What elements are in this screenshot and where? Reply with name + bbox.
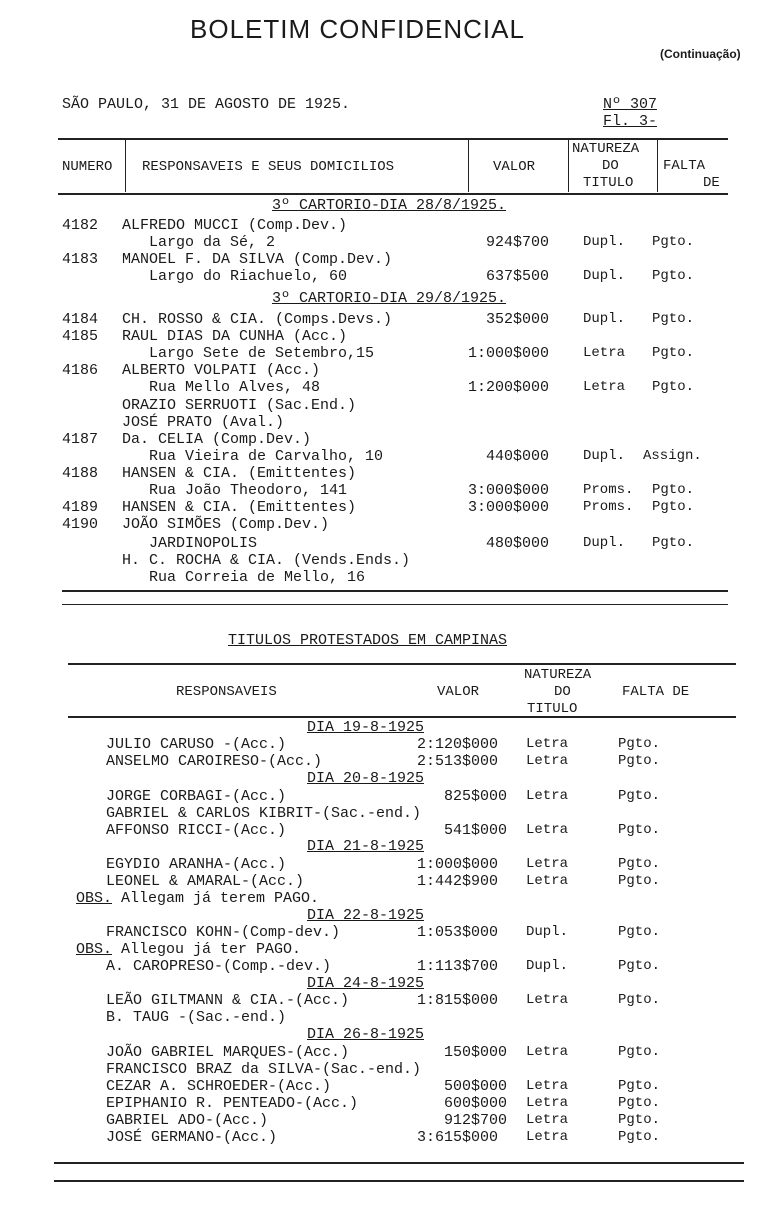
row-valor: 541$000 [444, 822, 508, 839]
row-party: JOSÉ GERMANO-(Acc.) [106, 1129, 278, 1146]
row-falta: Pgto. [618, 856, 661, 872]
row-natureza: Letra [583, 379, 626, 395]
observation-label: OBS. [76, 941, 113, 958]
row-natureza: Letra [526, 1112, 569, 1128]
row-natureza: Letra [526, 1044, 569, 1060]
observation-note [76, 890, 319, 907]
row-address: Rua João Theodoro, 141 [122, 482, 348, 499]
row-address: Largo do Riachuelo, 60 [122, 268, 348, 285]
observation-text: Allegou já ter PAGO. [112, 941, 302, 958]
table2-bottom-rule [54, 1162, 744, 1164]
row-party: JULIO CARUSO -(Acc.) [106, 736, 287, 753]
row-address: Largo da Sé, 2 [122, 234, 276, 251]
row-party: JOSÉ PRATO (Aval.) [122, 414, 285, 431]
row-number: 4182 [62, 217, 99, 234]
row-natureza: Letra [526, 822, 569, 838]
date-heading: DIA 24-8-1925 [307, 975, 425, 992]
row-party: CH. ROSSO & CIA. (Comps.Devs.) [122, 311, 393, 328]
row-party: GABRIEL & CARLOS KIBRIT-(Sac.-end.) [106, 805, 422, 822]
row-valor: 2:513$000 [417, 753, 499, 770]
document-title: BOLETIM CONFIDENCIAL [190, 14, 525, 44]
row-natureza: Letra [526, 1078, 569, 1094]
table1-col-divider [657, 140, 658, 192]
col-header-natureza: NATUREZA [572, 141, 640, 157]
table1-col-divider [125, 140, 126, 192]
row-party: B. TAUG -(Sac.-end.) [106, 1009, 287, 1026]
observation-note [76, 941, 301, 958]
row-falta: Pgto. [618, 1095, 661, 1111]
row-party: AFFONSO RICCI-(Acc.) [106, 822, 287, 839]
row-address: JARDINOPOLIS [122, 535, 258, 552]
row-address: Rua Vieira de Carvalho, 10 [122, 448, 384, 465]
row-falta: Pgto. [618, 753, 661, 769]
continuation-label: (Continuação) [660, 47, 741, 61]
row-party: ORAZIO SERRUOTI (Sac.End.) [122, 397, 357, 414]
row-party: JOÃO GABRIEL MARQUES-(Acc.) [106, 1044, 350, 1061]
col-header-natureza-titulo: TITULO [583, 175, 634, 191]
row-falta: Pgto. [618, 992, 661, 1008]
row-party: ALFREDO MUCCI (Comp.Dev.) [122, 217, 348, 234]
col-header-natureza: NATUREZA [524, 667, 592, 683]
row-valor: 1:000$000 [417, 856, 499, 873]
date-heading: DIA 20-8-1925 [307, 770, 425, 787]
row-natureza: Dupl. [583, 448, 626, 464]
row-natureza: Letra [526, 1095, 569, 1111]
row-party: Da. CELIA (Comp.Dev.) [122, 431, 312, 448]
row-falta: Pgto. [618, 1129, 661, 1145]
row-natureza: Letra [526, 873, 569, 889]
table1-header-rule [58, 193, 728, 195]
observation-text: Allegam já terem PAGO. [112, 890, 320, 907]
row-party: CEZAR A. SCHROEDER-(Acc.) [106, 1078, 332, 1095]
row-natureza: Dupl. [526, 958, 569, 974]
row-natureza: Letra [526, 788, 569, 804]
col-header-valor: VALOR [437, 684, 480, 700]
row-falta: Pgto. [652, 535, 695, 551]
row-valor: 1:815$000 [417, 992, 499, 1009]
row-falta: Pgto. [618, 958, 661, 974]
row-falta: Assign. [643, 448, 702, 464]
row-address: Rua Mello Alves, 48 [122, 379, 321, 396]
observation-label: OBS. [76, 890, 113, 907]
section-heading: 3º CARTORIO-DIA 28/8/1925. [272, 197, 507, 214]
place-date: SÃO PAULO, 31 DE AGOSTO DE 1925. [62, 96, 351, 113]
row-valor: 3:000$000 [468, 499, 550, 516]
row-party: EGYDIO ARANHA-(Acc.) [106, 856, 287, 873]
row-valor: 1:442$900 [417, 873, 499, 890]
row-falta: Pgto. [652, 499, 695, 515]
row-valor: 1:053$000 [417, 924, 499, 941]
row-party: MANOEL F. DA SILVA (Comp.Dev.) [122, 251, 393, 268]
col-header-falta: FALTA DE [622, 684, 690, 700]
sheet-number: Fl. 3- [603, 113, 658, 130]
row-natureza: Dupl. [583, 311, 626, 327]
row-party: HANSEN & CIA. (Emittentes) [122, 465, 357, 482]
bulletin-number: Nº 307 [603, 96, 658, 113]
row-valor: 1:113$700 [417, 958, 499, 975]
row-falta: Pgto. [618, 1112, 661, 1128]
date-heading: DIA 21-8-1925 [307, 838, 425, 855]
table1-col-divider [568, 140, 569, 192]
row-natureza: Dupl. [526, 924, 569, 940]
row-natureza: Letra [526, 1129, 569, 1145]
row-valor: 825$000 [444, 788, 508, 805]
table2-top-rule [68, 663, 736, 665]
table1-bottom-rule-2 [62, 604, 728, 605]
row-valor: 924$700 [486, 234, 550, 251]
row-natureza: Proms. [583, 499, 634, 515]
col-header-natureza-do: DO [602, 158, 619, 174]
col-header-natureza-titulo: TITULO [527, 701, 578, 717]
row-party: LEONEL & AMARAL-(Acc.) [106, 873, 305, 890]
row-natureza: Letra [583, 345, 626, 361]
table1-col-divider [468, 140, 469, 192]
row-falta: Pgto. [618, 873, 661, 889]
row-party: H. C. ROCHA & CIA. (Vends.Ends.) [122, 552, 411, 569]
row-party: EPIPHANIO R. PENTEADO-(Acc.) [106, 1095, 359, 1112]
row-falta: Pgto. [652, 234, 695, 250]
row-party: JOÃO SIMÕES (Comp.Dev.) [122, 516, 330, 533]
row-party: JORGE CORBAGI-(Acc.) [106, 788, 287, 805]
row-number: 4189 [62, 499, 99, 516]
row-party: RAUL DIAS DA CUNHA (Acc.) [122, 328, 348, 345]
row-valor: 912$700 [444, 1112, 508, 1129]
row-valor: 600$000 [444, 1095, 508, 1112]
row-falta: Pgto. [618, 1044, 661, 1060]
row-natureza: Dupl. [583, 234, 626, 250]
row-falta: Pgto. [618, 788, 661, 804]
col-header-valor: VALOR [493, 159, 536, 175]
row-number: 4190 [62, 516, 99, 533]
row-valor: 1:000$000 [468, 345, 550, 362]
row-valor: 2:120$000 [417, 736, 499, 753]
date-heading: DIA 26-8-1925 [307, 1026, 425, 1043]
date-heading: DIA 22-8-1925 [307, 907, 425, 924]
row-party: ANSELMO CAROIRESO-(Acc.) [106, 753, 323, 770]
row-falta: Pgto. [618, 1078, 661, 1094]
col-header-responsaveis: RESPONSAVEIS E SEUS DOMICILIOS [142, 159, 395, 175]
row-natureza: Proms. [583, 482, 634, 498]
row-number: 4185 [62, 328, 99, 345]
col-header-falta-de: DE [703, 175, 720, 191]
row-valor: 3:615$000 [417, 1129, 499, 1146]
col-header-natureza-do: DO [554, 684, 571, 700]
row-party: LEÃO GILTMANN & CIA.-(Acc.) [106, 992, 350, 1009]
row-number: 4184 [62, 311, 99, 328]
table2-header-rule [68, 716, 736, 718]
row-party: A. CAROPRESO-(Comp.-dev.) [106, 958, 332, 975]
row-number: 4183 [62, 251, 99, 268]
row-falta: Pgto. [618, 924, 661, 940]
row-falta: Pgto. [618, 736, 661, 752]
row-natureza: Letra [526, 736, 569, 752]
row-address: Rua Correia de Mello, 16 [122, 569, 366, 586]
row-falta: Pgto. [652, 268, 695, 284]
row-valor: 3:000$000 [468, 482, 550, 499]
row-natureza: Letra [526, 753, 569, 769]
row-valor: 440$000 [486, 448, 550, 465]
row-natureza: Letra [526, 856, 569, 872]
table1-bottom-rule [62, 590, 728, 592]
row-party: GABRIEL ADO-(Acc.) [106, 1112, 269, 1129]
row-party: FRANCISCO KOHN-(Comp-dev.) [106, 924, 341, 941]
row-valor: 1:200$000 [468, 379, 550, 396]
col-header-responsaveis: RESPONSAVEIS [176, 684, 277, 700]
row-party: HANSEN & CIA. (Emittentes) [122, 499, 357, 516]
row-natureza: Dupl. [583, 268, 626, 284]
row-falta: Pgto. [652, 379, 695, 395]
table2-bottom-rule-2 [54, 1180, 744, 1182]
row-valor: 637$500 [486, 268, 550, 285]
row-number: 4188 [62, 465, 99, 482]
row-valor: 352$000 [486, 311, 550, 328]
row-falta: Pgto. [652, 311, 695, 327]
row-natureza: Dupl. [583, 535, 626, 551]
row-valor: 480$000 [486, 535, 550, 552]
row-valor: 150$000 [444, 1044, 508, 1061]
row-number: 4186 [62, 362, 99, 379]
row-address: Largo Sete de Setembro,15 [122, 345, 375, 362]
row-valor: 500$000 [444, 1078, 508, 1095]
col-header-falta: FALTA [663, 158, 706, 174]
table1-top-rule [58, 138, 728, 140]
table2-title: TITULOS PROTESTADOS EM CAMPINAS [228, 632, 508, 649]
row-falta: Pgto. [652, 345, 695, 361]
row-falta: Pgto. [618, 822, 661, 838]
row-party: FRANCISCO BRAZ da SILVA-(Sac.-end.) [106, 1061, 422, 1078]
row-natureza: Letra [526, 992, 569, 1008]
row-number: 4187 [62, 431, 99, 448]
date-heading: DIA 19-8-1925 [307, 719, 425, 736]
section-heading: 3º CARTORIO-DIA 29/8/1925. [272, 290, 507, 307]
row-party: ALBERTO VOLPATI (Acc.) [122, 362, 321, 379]
col-header-numero: NUMERO [62, 159, 113, 175]
row-falta: Pgto. [652, 482, 695, 498]
